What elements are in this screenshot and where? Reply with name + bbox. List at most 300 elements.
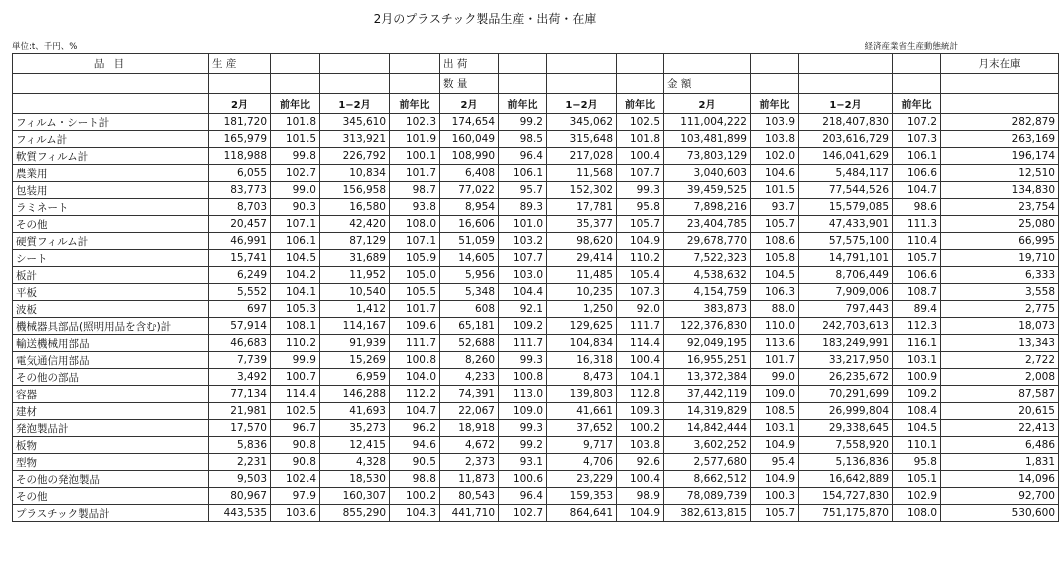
cell-value: 104.9 [751, 437, 799, 454]
cell-value: 22,067 [440, 403, 499, 420]
cell-value: 159,353 [547, 488, 617, 505]
cell-value: 751,175,870 [799, 505, 893, 522]
cell-value: 100.4 [617, 148, 664, 165]
cell-value: 26,235,672 [799, 369, 893, 386]
cell-value: 98.5 [499, 131, 547, 148]
row-label: 発泡製品計 [13, 420, 209, 437]
cell-value: 89.4 [893, 301, 941, 318]
table-row [13, 386, 1059, 403]
cell-value: 608 [440, 301, 499, 318]
source-note: 経済産業省生産動態統計 [864, 42, 958, 52]
cell-value: 107.3 [617, 284, 664, 301]
cell-value: 242,703,613 [799, 318, 893, 335]
cell-value: 10,834 [320, 165, 390, 182]
cell-value: 108.0 [893, 505, 941, 522]
cell-value: 74,391 [440, 386, 499, 403]
cell-value: 6,486 [941, 437, 1059, 454]
cell-value: 98.9 [617, 488, 664, 505]
row-label: 軟質フィルム計 [13, 148, 209, 165]
cell-value: 146,288 [320, 386, 390, 403]
statistics-table [12, 53, 1059, 522]
cell-value: 104.2 [271, 267, 320, 284]
cell-value: 2,231 [209, 454, 271, 471]
cell-value: 57,914 [209, 318, 271, 335]
cell-value: 94.6 [390, 437, 440, 454]
cell-value: 106.6 [893, 267, 941, 284]
cell-value: 7,558,920 [799, 437, 893, 454]
cell-value: 8,260 [440, 352, 499, 369]
cell-value: 101.5 [271, 131, 320, 148]
cell-value: 100.2 [617, 420, 664, 437]
cell-value: 104.1 [617, 369, 664, 386]
row-label: 農業用 [13, 165, 209, 182]
cell-value: 101.8 [271, 114, 320, 131]
row-label: 包装用 [13, 182, 209, 199]
row-label: 容器 [13, 386, 209, 403]
cell-value: 101.5 [751, 182, 799, 199]
cell-value: 102.5 [617, 114, 664, 131]
cell-value: 855,290 [320, 505, 390, 522]
cell-value: 99.3 [499, 352, 547, 369]
cell-value: 113.6 [751, 335, 799, 352]
col-qty-month: 2月 [440, 94, 499, 114]
cell-value: 100.7 [271, 369, 320, 386]
cell-value: 129,625 [547, 318, 617, 335]
cell-value: 118,988 [209, 148, 271, 165]
cell-value: 80,967 [209, 488, 271, 505]
cell-value: 41,693 [320, 403, 390, 420]
col-qty-cum-yoy: 前年比 [617, 94, 664, 114]
cell-value: 116.1 [893, 335, 941, 352]
table-row [13, 233, 1059, 250]
table-body [13, 114, 1059, 522]
cell-value: 13,372,384 [664, 369, 751, 386]
cell-value: 31,689 [320, 250, 390, 267]
cell-value: 97.9 [271, 488, 320, 505]
cell-value: 105.9 [390, 250, 440, 267]
header-quantity: 数 量 [440, 74, 499, 94]
cell-value: 100.8 [499, 369, 547, 386]
cell-value: 102.5 [271, 403, 320, 420]
cell-value: 92.1 [499, 301, 547, 318]
cell-value: 20,615 [941, 403, 1059, 420]
cell-value: 41,661 [547, 403, 617, 420]
cell-value: 103.8 [751, 131, 799, 148]
row-label: その他の発泡製品 [13, 471, 209, 488]
cell-value: 93.1 [499, 454, 547, 471]
table-row [13, 114, 1059, 131]
cell-value: 217,028 [547, 148, 617, 165]
cell-value: 46,683 [209, 335, 271, 352]
cell-value: 99.3 [617, 182, 664, 199]
cell-value: 160,307 [320, 488, 390, 505]
header-inventory: 月末在庫 [941, 54, 1059, 74]
table-row [13, 318, 1059, 335]
cell-value: 101.7 [390, 301, 440, 318]
cell-value: 77,544,526 [799, 182, 893, 199]
cell-value: 105.7 [751, 505, 799, 522]
cell-value: 52,688 [440, 335, 499, 352]
cell-value: 15,741 [209, 250, 271, 267]
cell-value: 90.3 [271, 199, 320, 216]
cell-value: 345,610 [320, 114, 390, 131]
cell-value: 78,089,739 [664, 488, 751, 505]
cell-value: 441,710 [440, 505, 499, 522]
cell-value: 11,485 [547, 267, 617, 284]
cell-value: 110.1 [893, 437, 941, 454]
table-row [13, 420, 1059, 437]
cell-value: 99.2 [499, 437, 547, 454]
cell-value: 6,055 [209, 165, 271, 182]
cell-value: 112.3 [893, 318, 941, 335]
row-label: その他の部品 [13, 369, 209, 386]
cell-value: 100.4 [617, 471, 664, 488]
row-label: シート [13, 250, 209, 267]
row-label: プラスチック製品計 [13, 505, 209, 522]
col-prod-yoy: 前年比 [271, 94, 320, 114]
table-row [13, 165, 1059, 182]
cell-value: 101.0 [499, 216, 547, 233]
table-row [13, 131, 1059, 148]
cell-value: 100.3 [751, 488, 799, 505]
cell-value: 113.0 [499, 386, 547, 403]
cell-value: 107.1 [390, 233, 440, 250]
cell-value: 218,407,830 [799, 114, 893, 131]
header-production: 生 産 [209, 54, 271, 74]
cell-value: 14,605 [440, 250, 499, 267]
cell-value: 104.3 [390, 505, 440, 522]
cell-value: 16,318 [547, 352, 617, 369]
cell-value: 108.4 [893, 403, 941, 420]
cell-value: 110.0 [751, 318, 799, 335]
cell-value: 112.8 [617, 386, 664, 403]
cell-value: 102.0 [751, 148, 799, 165]
cell-value: 37,652 [547, 420, 617, 437]
cell-value: 100.9 [893, 369, 941, 386]
cell-value: 102.3 [390, 114, 440, 131]
cell-value: 1,412 [320, 301, 390, 318]
cell-value: 102.4 [271, 471, 320, 488]
header-row-3 [13, 94, 1059, 114]
cell-value: 95.8 [617, 199, 664, 216]
cell-value: 99.2 [499, 114, 547, 131]
cell-value: 70,291,699 [799, 386, 893, 403]
cell-value: 108.0 [390, 216, 440, 233]
cell-value: 104.6 [751, 165, 799, 182]
cell-value: 1,250 [547, 301, 617, 318]
col-prod-cum: 1−2月 [320, 94, 390, 114]
cell-value: 104.9 [751, 471, 799, 488]
cell-value: 114.4 [271, 386, 320, 403]
cell-value: 16,606 [440, 216, 499, 233]
cell-value: 90.8 [271, 437, 320, 454]
cell-value: 66,995 [941, 233, 1059, 250]
cell-value: 2,008 [941, 369, 1059, 386]
cell-value: 12,510 [941, 165, 1059, 182]
table-row [13, 352, 1059, 369]
table-row [13, 403, 1059, 420]
cell-value: 103.0 [499, 267, 547, 284]
cell-value: 95.8 [893, 454, 941, 471]
col-qty-cum: 1−2月 [547, 94, 617, 114]
cell-value: 96.2 [390, 420, 440, 437]
cell-value: 106.1 [893, 148, 941, 165]
cell-value: 33,217,950 [799, 352, 893, 369]
cell-value: 111,004,222 [664, 114, 751, 131]
cell-value: 160,049 [440, 131, 499, 148]
cell-value: 4,706 [547, 454, 617, 471]
cell-value: 104.5 [271, 250, 320, 267]
cell-value: 9,717 [547, 437, 617, 454]
unit-note: 単位:t、千円、% [12, 42, 78, 52]
table-row [13, 454, 1059, 471]
cell-value: 77,022 [440, 182, 499, 199]
cell-value: 4,154,759 [664, 284, 751, 301]
row-label: 平板 [13, 284, 209, 301]
cell-value: 345,062 [547, 114, 617, 131]
cell-value: 103,481,899 [664, 131, 751, 148]
cell-value: 108.1 [271, 318, 320, 335]
cell-value: 39,459,525 [664, 182, 751, 199]
cell-value: 102.7 [271, 165, 320, 182]
cell-value: 11,568 [547, 165, 617, 182]
cell-value: 181,720 [209, 114, 271, 131]
cell-value: 16,580 [320, 199, 390, 216]
cell-value: 6,959 [320, 369, 390, 386]
cell-value: 196,174 [941, 148, 1059, 165]
cell-value: 13,343 [941, 335, 1059, 352]
cell-value: 57,575,100 [799, 233, 893, 250]
cell-value: 282,879 [941, 114, 1059, 131]
cell-value: 183,249,991 [799, 335, 893, 352]
cell-value: 99.9 [271, 352, 320, 369]
cell-value: 105.3 [271, 301, 320, 318]
cell-value: 6,333 [941, 267, 1059, 284]
cell-value: 17,781 [547, 199, 617, 216]
row-label: 輸送機械用部品 [13, 335, 209, 352]
cell-value: 23,754 [941, 199, 1059, 216]
cell-value: 104.5 [751, 267, 799, 284]
cell-value: 101.7 [390, 165, 440, 182]
row-label: 型物 [13, 454, 209, 471]
cell-value: 42,420 [320, 216, 390, 233]
cell-value: 16,955,251 [664, 352, 751, 369]
cell-value: 864,641 [547, 505, 617, 522]
cell-value: 100.2 [390, 488, 440, 505]
cell-value: 14,319,829 [664, 403, 751, 420]
cell-value: 112.2 [390, 386, 440, 403]
cell-value: 100.8 [390, 352, 440, 369]
cell-value: 105.5 [390, 284, 440, 301]
cell-value: 6,408 [440, 165, 499, 182]
cell-value: 8,706,449 [799, 267, 893, 284]
table-row [13, 369, 1059, 386]
cell-value: 98.6 [893, 199, 941, 216]
cell-value: 103.9 [751, 114, 799, 131]
cell-value: 4,328 [320, 454, 390, 471]
cell-value: 106.3 [751, 284, 799, 301]
cell-value: 104.9 [617, 505, 664, 522]
header-item: 品 目 [13, 54, 209, 74]
cell-value: 14,842,444 [664, 420, 751, 437]
cell-value: 109.0 [751, 386, 799, 403]
cell-value: 104.0 [390, 369, 440, 386]
cell-value: 98.8 [390, 471, 440, 488]
cell-value: 111.7 [499, 335, 547, 352]
cell-value: 110.2 [617, 250, 664, 267]
cell-value: 105.4 [617, 267, 664, 284]
table-row [13, 335, 1059, 352]
cell-value: 102.9 [893, 488, 941, 505]
cell-value: 107.2 [893, 114, 941, 131]
table-row [13, 267, 1059, 284]
col-qty-yoy: 前年比 [499, 94, 547, 114]
cell-value: 92.0 [617, 301, 664, 318]
cell-value: 46,991 [209, 233, 271, 250]
cell-value: 11,873 [440, 471, 499, 488]
cell-value: 19,710 [941, 250, 1059, 267]
cell-value: 47,433,901 [799, 216, 893, 233]
cell-value: 114,167 [320, 318, 390, 335]
cell-value: 87,129 [320, 233, 390, 250]
cell-value: 152,302 [547, 182, 617, 199]
cell-value: 3,492 [209, 369, 271, 386]
cell-value: 12,415 [320, 437, 390, 454]
cell-value: 18,918 [440, 420, 499, 437]
row-label: ラミネート [13, 199, 209, 216]
table-row [13, 216, 1059, 233]
cell-value: 90.5 [390, 454, 440, 471]
col-amt-yoy: 前年比 [751, 94, 799, 114]
cell-value: 104.7 [893, 182, 941, 199]
table-row [13, 301, 1059, 318]
cell-value: 80,543 [440, 488, 499, 505]
cell-value: 108.5 [751, 403, 799, 420]
cell-value: 6,249 [209, 267, 271, 284]
cell-value: 102.7 [499, 505, 547, 522]
table-row [13, 284, 1059, 301]
cell-value: 93.7 [751, 199, 799, 216]
cell-value: 18,073 [941, 318, 1059, 335]
cell-value: 226,792 [320, 148, 390, 165]
cell-value: 106.1 [271, 233, 320, 250]
cell-value: 383,873 [664, 301, 751, 318]
cell-value: 65,181 [440, 318, 499, 335]
cell-value: 103.8 [617, 437, 664, 454]
cell-value: 100.4 [617, 352, 664, 369]
row-label: 機械器具部品(照明用品を含む)計 [13, 318, 209, 335]
cell-value: 105.7 [893, 250, 941, 267]
cell-value: 109.6 [390, 318, 440, 335]
cell-value: 106.1 [499, 165, 547, 182]
cell-value: 104.1 [271, 284, 320, 301]
cell-value: 15,579,085 [799, 199, 893, 216]
cell-value: 104.4 [499, 284, 547, 301]
row-label: フィルム・シート計 [13, 114, 209, 131]
cell-value: 29,414 [547, 250, 617, 267]
cell-value: 104.5 [893, 420, 941, 437]
cell-value: 2,722 [941, 352, 1059, 369]
cell-value: 100.6 [499, 471, 547, 488]
cell-value: 103.1 [893, 352, 941, 369]
cell-value: 96.7 [271, 420, 320, 437]
cell-value: 83,773 [209, 182, 271, 199]
cell-value: 105.0 [390, 267, 440, 284]
header-shipment: 出 荷 [440, 54, 499, 74]
page-title: 2月のプラスチック製品生産・出荷・在庫 [373, 12, 597, 26]
cell-value: 697 [209, 301, 271, 318]
cell-value: 107.3 [893, 131, 941, 148]
cell-value: 21,981 [209, 403, 271, 420]
cell-value: 8,662,512 [664, 471, 751, 488]
row-label: その他 [13, 488, 209, 505]
cell-value: 100.1 [390, 148, 440, 165]
cell-value: 2,775 [941, 301, 1059, 318]
table-row [13, 199, 1059, 216]
col-prod-month: 2月 [209, 94, 271, 114]
cell-value: 8,703 [209, 199, 271, 216]
cell-value: 5,552 [209, 284, 271, 301]
cell-value: 9,503 [209, 471, 271, 488]
cell-value: 106.6 [893, 165, 941, 182]
cell-value: 4,233 [440, 369, 499, 386]
cell-value: 1,831 [941, 454, 1059, 471]
cell-value: 105.7 [751, 216, 799, 233]
cell-value: 88.0 [751, 301, 799, 318]
row-label: その他 [13, 216, 209, 233]
cell-value: 5,136,836 [799, 454, 893, 471]
cell-value: 10,540 [320, 284, 390, 301]
cell-value: 315,648 [547, 131, 617, 148]
cell-value: 107.7 [617, 165, 664, 182]
header-row-2 [13, 74, 1059, 94]
col-amt-cum: 1−2月 [799, 94, 893, 114]
cell-value: 146,041,629 [799, 148, 893, 165]
cell-value: 109.2 [499, 318, 547, 335]
cell-value: 99.0 [271, 182, 320, 199]
row-label: 板計 [13, 267, 209, 284]
cell-value: 382,613,815 [664, 505, 751, 522]
cell-value: 530,600 [941, 505, 1059, 522]
cell-value: 29,678,770 [664, 233, 751, 250]
cell-value: 105.8 [751, 250, 799, 267]
cell-value: 107.1 [271, 216, 320, 233]
cell-value: 103.2 [499, 233, 547, 250]
cell-value: 313,921 [320, 131, 390, 148]
header-row-1 [13, 54, 1059, 74]
row-label: 硬質フィルム計 [13, 233, 209, 250]
cell-value: 4,672 [440, 437, 499, 454]
cell-value: 165,979 [209, 131, 271, 148]
cell-value: 108,990 [440, 148, 499, 165]
cell-value: 101.7 [751, 352, 799, 369]
cell-value: 89.3 [499, 199, 547, 216]
cell-value: 98.7 [390, 182, 440, 199]
cell-value: 443,535 [209, 505, 271, 522]
cell-value: 96.4 [499, 488, 547, 505]
cell-value: 7,898,216 [664, 199, 751, 216]
cell-value: 8,473 [547, 369, 617, 386]
cell-value: 35,273 [320, 420, 390, 437]
table-row [13, 505, 1059, 522]
row-label: 建材 [13, 403, 209, 420]
cell-value: 203,616,729 [799, 131, 893, 148]
cell-value: 17,570 [209, 420, 271, 437]
cell-value: 107.7 [499, 250, 547, 267]
cell-value: 104.7 [390, 403, 440, 420]
table-row [13, 182, 1059, 199]
cell-value: 3,602,252 [664, 437, 751, 454]
